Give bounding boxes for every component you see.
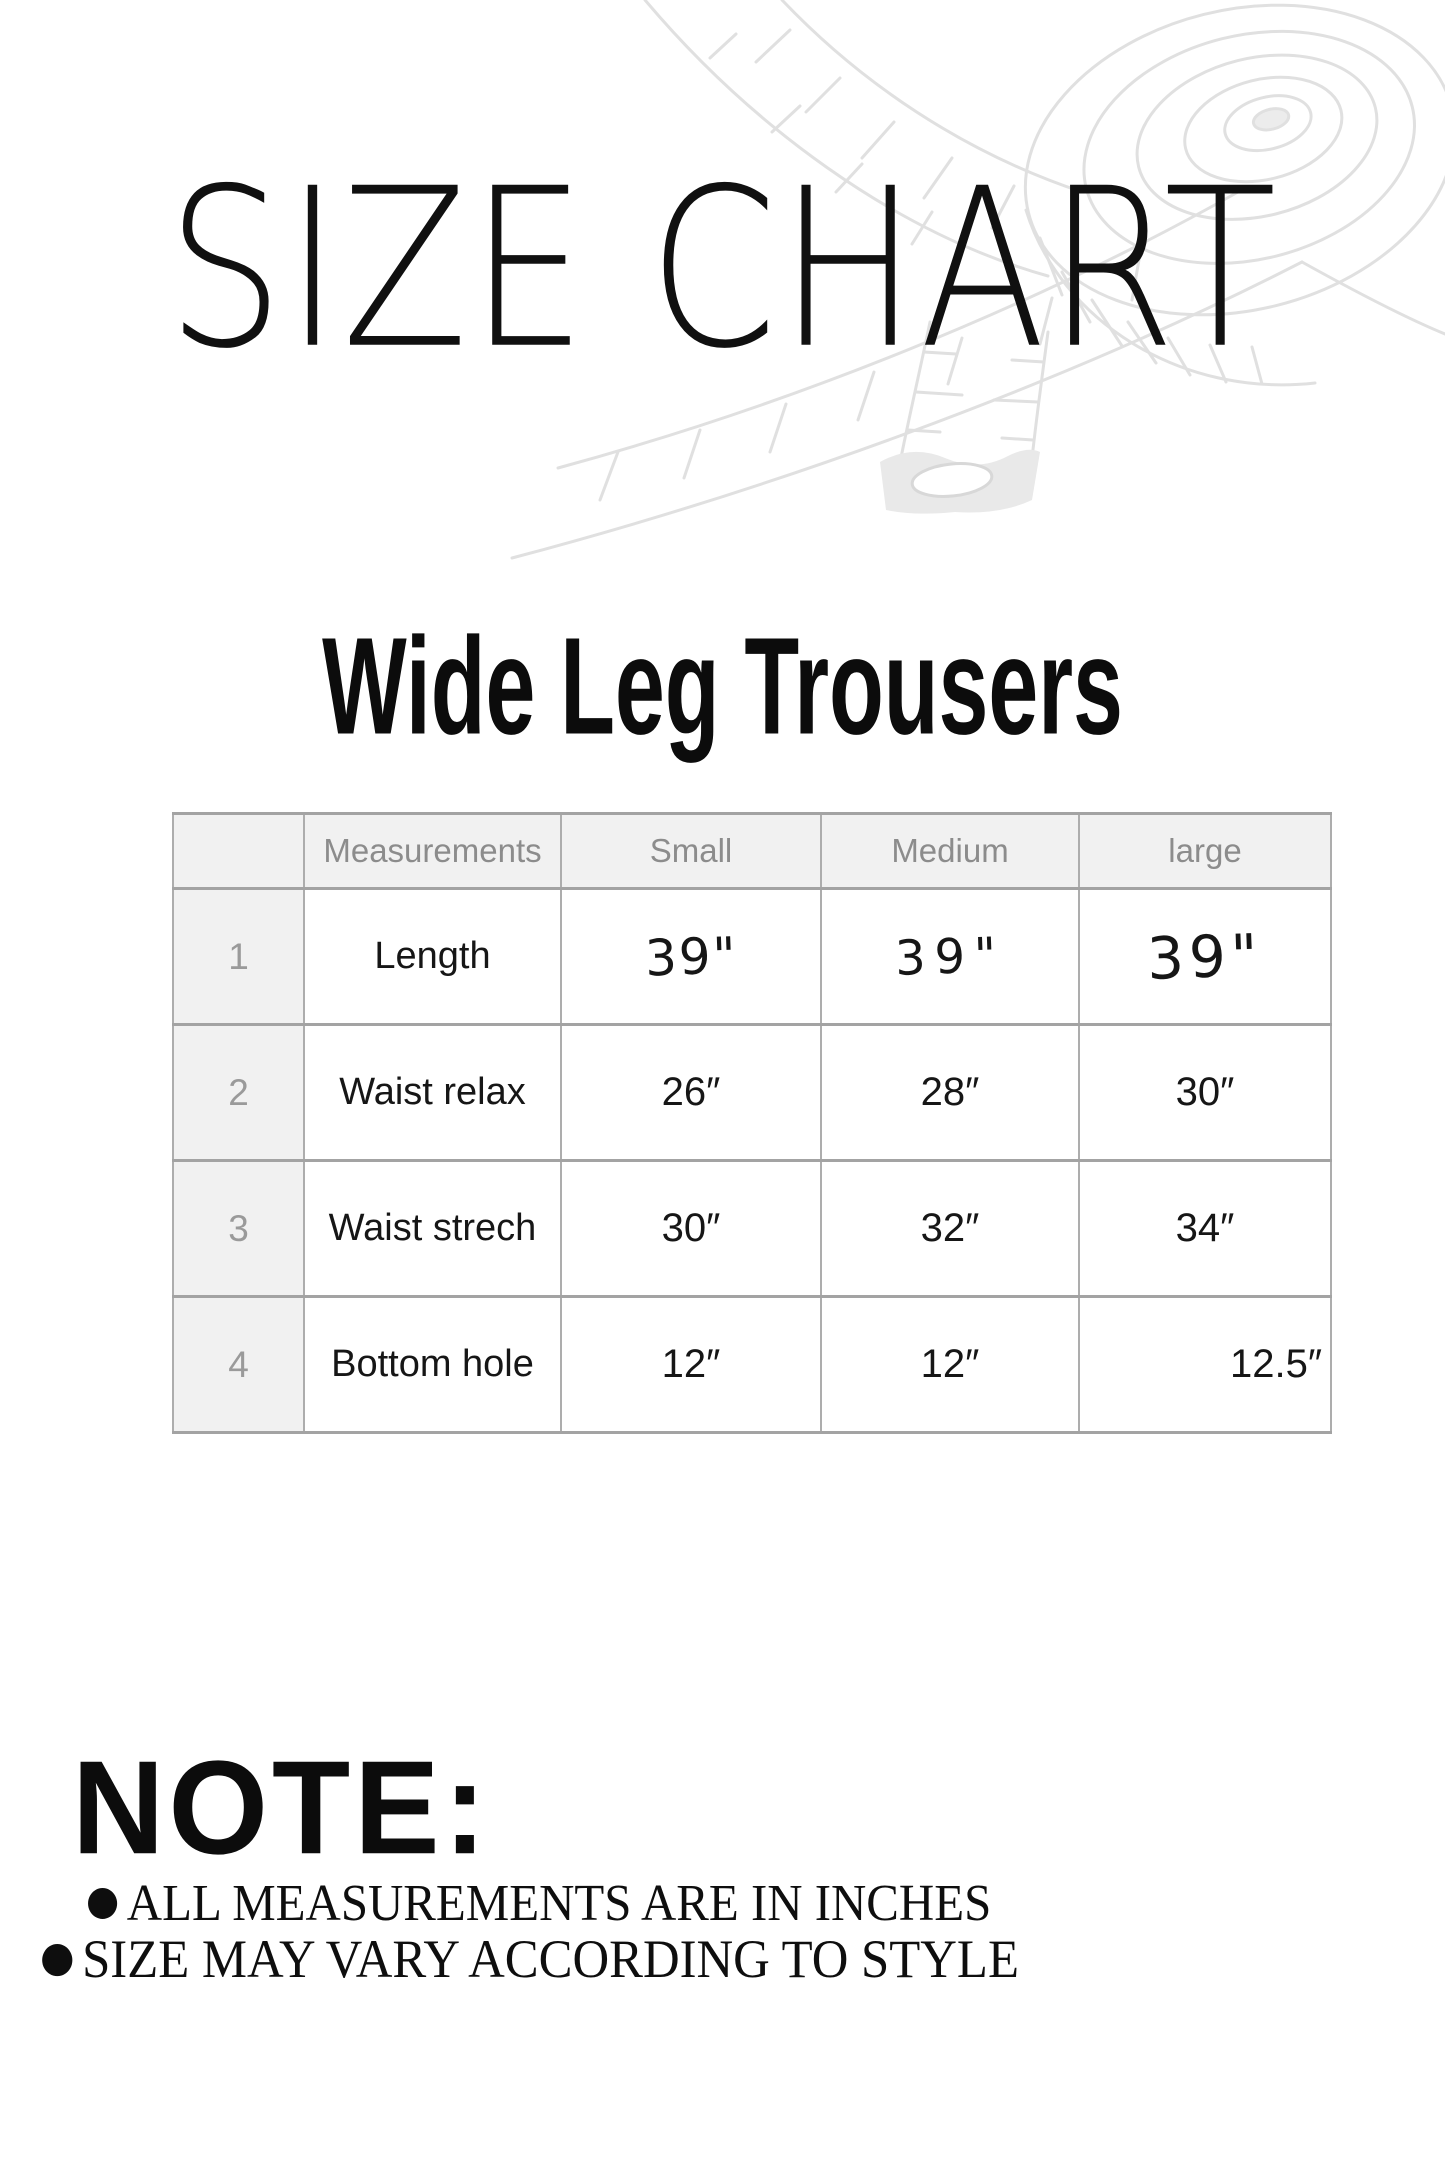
value-small <box>561 889 821 1025</box>
value-small: 12″ <box>561 1297 821 1433</box>
row-number: 3 <box>173 1161 304 1297</box>
table-row <box>173 1161 1331 1297</box>
measurement-label: Length <box>304 889 561 1025</box>
size-table <box>172 812 1332 1434</box>
note-bullet-item <box>86 1875 992 1932</box>
value-medium <box>821 889 1079 1025</box>
row-number: 2 <box>173 1025 304 1161</box>
table-row <box>173 1297 1331 1433</box>
note-bullet-text: ALL MEASUREMENTS ARE IN INCHES <box>126 1875 992 1932</box>
table-row <box>173 1025 1331 1161</box>
measurement-label: Bottom hole <box>304 1297 561 1433</box>
column-header-large: large <box>1079 814 1331 889</box>
measurement-label: Waist relax <box>304 1025 561 1161</box>
table-header-row <box>173 814 1331 889</box>
row-number: 1 <box>173 889 304 1025</box>
column-header-medium: Medium <box>821 814 1079 889</box>
note-bullet-text: SIZE MAY VARY ACCORDING TO STYLE <box>82 1929 1019 1989</box>
value-medium: 32″ <box>821 1161 1079 1297</box>
page-title: SIZE CHART <box>166 142 1279 398</box>
column-header-small: Small <box>561 814 821 889</box>
value-large: 12.5″ <box>1079 1297 1331 1433</box>
handwritten-value: 39" <box>1146 920 1264 993</box>
value-large <box>1079 889 1331 1025</box>
value-medium: 28″ <box>821 1025 1079 1161</box>
bullet-icon: ● <box>40 1932 75 1981</box>
note-bullet-item <box>40 1929 1019 1989</box>
value-large: 34″ <box>1079 1161 1331 1297</box>
bullet-icon: ● <box>86 1876 120 1924</box>
value-large: 30″ <box>1079 1025 1331 1161</box>
handwritten-value: 39" <box>643 925 739 988</box>
value-small: 30″ <box>561 1161 821 1297</box>
column-header-measurements: Measurements <box>304 814 561 889</box>
handwritten-value: 39" <box>893 926 1007 987</box>
table-row <box>173 889 1331 1025</box>
product-name: Wide Leg Trousers <box>322 609 1123 764</box>
row-number: 4 <box>173 1297 304 1433</box>
note-heading: NOTE: <box>72 1733 491 1883</box>
column-header-blank <box>173 814 304 889</box>
value-medium: 12″ <box>821 1297 1079 1433</box>
measurement-label: Waist strech <box>304 1161 561 1297</box>
value-small: 26″ <box>561 1025 821 1161</box>
